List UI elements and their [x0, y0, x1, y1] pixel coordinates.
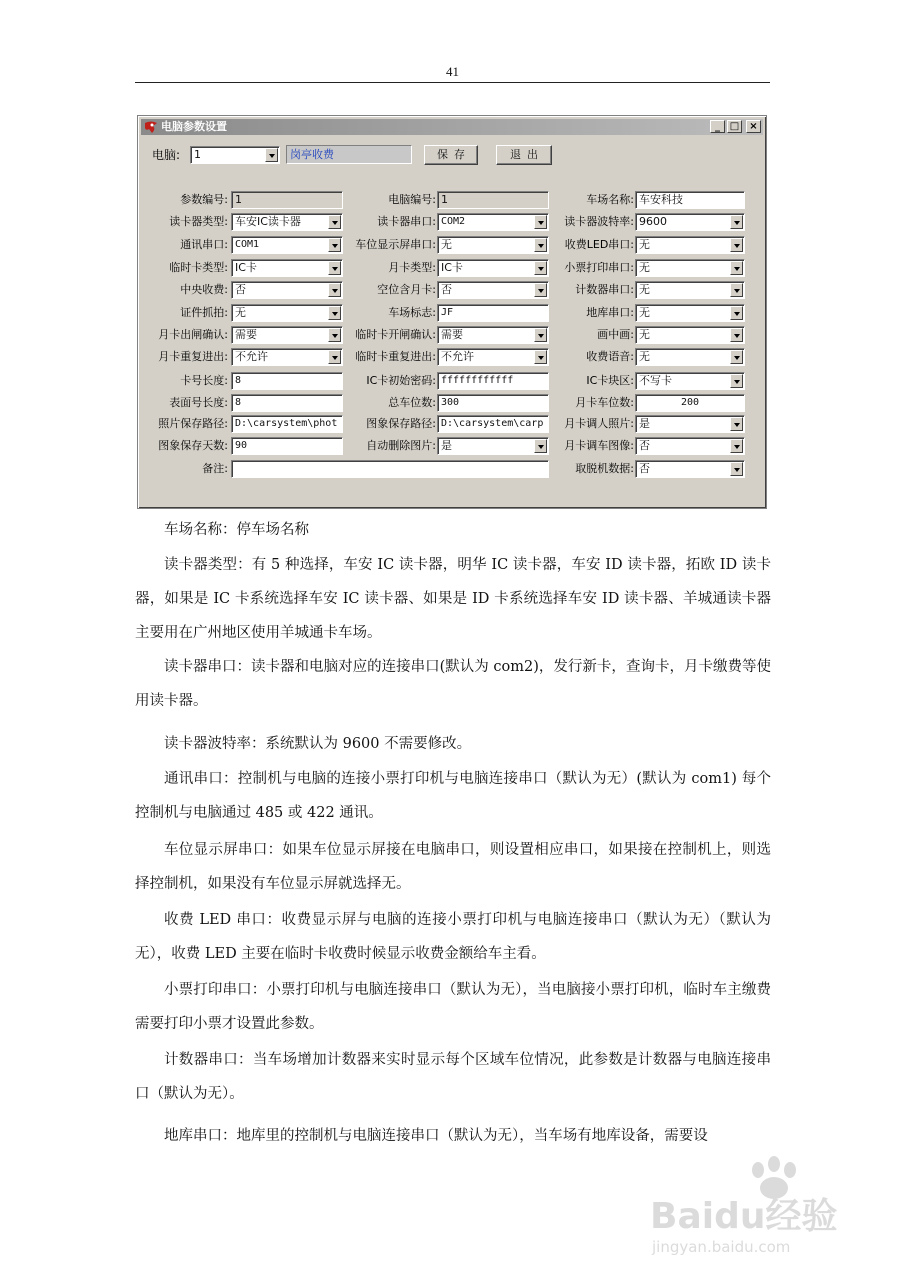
face-len-label: 表面号长度:: [169, 396, 228, 409]
temp-card-type-select[interactable]: IC卡: [231, 259, 343, 277]
ic-sector-label: IC卡块区:: [586, 374, 634, 387]
offline-data-select[interactable]: 否: [635, 460, 745, 478]
chevron-down-icon: [534, 261, 547, 275]
temp-repeat-select[interactable]: 不允许: [437, 348, 549, 366]
reader-type-label: 读卡器类型:: [169, 215, 228, 228]
reader-type-select[interactable]: 车安IC读卡器: [231, 213, 343, 231]
fee-led-port-label: 收费LED串口:: [564, 238, 634, 251]
param-no-label: 参数编号:: [180, 193, 228, 206]
space-display-port-select[interactable]: 无: [437, 236, 549, 254]
computer-no-label: 电脑编号:: [388, 193, 436, 206]
chevron-down-icon: [730, 261, 743, 275]
fee-led-port-select[interactable]: 无: [635, 236, 745, 254]
space-includes-month-select[interactable]: 否: [437, 281, 549, 299]
minimize-button[interactable]: _: [710, 120, 725, 133]
lot-name-input[interactable]: 车安科技: [635, 191, 745, 209]
month-exit-confirm-select[interactable]: 需要: [231, 326, 343, 344]
space-includes-month-label: 空位含月卡:: [377, 283, 436, 296]
auto-delete-label: 自动删除图片:: [366, 439, 436, 452]
computer-label: 电脑:: [152, 148, 181, 162]
month-car-image-label: 月卡调车图像:: [564, 439, 634, 452]
photo-path-input[interactable]: D:\carsystem\phot: [231, 415, 343, 433]
reader-baud-select[interactable]: 9600: [635, 213, 745, 231]
chevron-down-icon: [730, 350, 743, 364]
params-dialog: [137, 115, 767, 509]
chevron-down-icon: [534, 439, 547, 453]
pip-select[interactable]: 无: [635, 326, 745, 344]
garage-port-select[interactable]: 无: [635, 304, 745, 322]
month-exit-confirm-label: 月卡出闸确认:: [158, 328, 228, 341]
dialog-titlebar[interactable]: [141, 119, 763, 135]
space-display-port-label: 车位显示屏串口:: [355, 238, 436, 251]
id-capture-label: 证件抓拍:: [180, 306, 228, 319]
fee-voice-select[interactable]: 无: [635, 348, 745, 366]
chevron-down-icon: [730, 306, 743, 320]
counter-port-label: 计数器串口:: [575, 283, 634, 296]
exit-button[interactable]: 退出: [496, 145, 552, 165]
month-spaces-input[interactable]: 200: [635, 394, 745, 412]
total-spaces-input[interactable]: 300: [437, 394, 549, 412]
ticket-printer-port-select[interactable]: 无: [635, 259, 745, 277]
reader-port-label: 读卡器串口:: [377, 215, 436, 228]
reader-baud-label: 读卡器波特率:: [564, 215, 634, 228]
chevron-down-icon[interactable]: [265, 148, 278, 162]
central-fee-label: 中央收费:: [180, 283, 228, 296]
ic-init-pwd-label: IC卡初始密码:: [366, 374, 436, 387]
month-repeat-select[interactable]: 不允许: [231, 348, 343, 366]
image-path-input[interactable]: D:\carsystem\carp: [437, 415, 549, 433]
paragraph: 计数器串口：当车场增加计数器来实时显示每个区域车位情况，此参数是计数器与电脑连接串口（默认为无）。: [135, 1052, 771, 1102]
lot-name-label: 车场名称:: [586, 193, 634, 206]
comm-port-label: 通讯串口:: [180, 238, 228, 251]
chevron-down-icon: [730, 283, 743, 297]
counter-port-select[interactable]: 无: [635, 281, 745, 299]
chevron-down-icon: [730, 462, 743, 476]
chevron-down-icon: [730, 374, 743, 388]
chevron-down-icon: [534, 238, 547, 252]
computer-value: 1: [194, 148, 201, 161]
month-card-type-label: 月卡类型:: [388, 261, 436, 274]
watermark-brand: Baidu经验: [650, 1196, 838, 1237]
chevron-down-icon: [534, 215, 547, 229]
chevron-down-icon: [730, 328, 743, 342]
chevron-down-icon: [730, 215, 743, 229]
mode-display: 岗亭收费: [286, 145, 412, 164]
paragraph: 车位显示屏串口：如果车位显示屏接在电脑串口，则设置相应串口，如果接在控制机上，则选择控制机，如果没有车位显示屏就选择无。: [135, 842, 771, 892]
lot-mark-input[interactable]: JF: [437, 304, 549, 322]
temp-card-type-label: 临时卡类型:: [169, 261, 228, 274]
id-capture-select[interactable]: 无: [231, 304, 343, 322]
card-len-label: 卡号长度:: [180, 374, 228, 387]
param-no-field: 1: [231, 191, 343, 209]
paragraph: 收费 LED 串口：收费显示屏与电脑的连接小票打印机与电脑连接串口（默认为无）（默认为无），收费 LED 主要在临时卡收费时候显示收费金额给车主看。: [135, 912, 771, 962]
computer-no-field: 1: [437, 191, 549, 209]
chevron-down-icon: [328, 261, 341, 275]
image-path-label: 图象保存路径:: [366, 417, 436, 430]
card-len-input[interactable]: 8: [231, 372, 343, 390]
maximize-button[interactable]: □: [727, 120, 742, 133]
auto-delete-select[interactable]: 是: [437, 437, 549, 455]
chevron-down-icon: [730, 417, 743, 431]
pip-label: 画中画:: [597, 328, 634, 341]
offline-data-label: 取脱机数据:: [575, 462, 634, 475]
close-button[interactable]: ×: [746, 120, 761, 133]
page-number: 41: [446, 64, 459, 79]
watermark-url: jingyan.baidu.com: [652, 1238, 791, 1256]
dialog-title: 电脑参数设置: [161, 120, 227, 133]
month-repeat-label: 月卡重复进出:: [158, 350, 228, 363]
chevron-down-icon: [328, 238, 341, 252]
total-spaces-label: 总车位数:: [388, 396, 436, 409]
image-days-input[interactable]: 90: [231, 437, 343, 455]
app-logo-icon: [144, 120, 158, 134]
temp-open-confirm-label: 临时卡开闸确认:: [355, 328, 436, 341]
chevron-down-icon: [730, 238, 743, 252]
paragraph: 通讯串口：控制机与电脑的连接小票打印机与电脑连接串口（默认为无）(默认为 com1) 每个控制机与电脑通过 485 或 422 通讯。: [135, 771, 771, 821]
baidu-watermark: [650, 1150, 850, 1260]
central-fee-select[interactable]: 否: [231, 281, 343, 299]
remark-input[interactable]: [231, 460, 549, 478]
save-button[interactable]: 保存: [424, 145, 478, 165]
chevron-down-icon: [328, 306, 341, 320]
comm-port-select[interactable]: COM1: [231, 236, 343, 254]
chevron-down-icon: [730, 439, 743, 453]
image-days-label: 图象保存天数:: [158, 439, 228, 452]
face-len-input[interactable]: 8: [231, 394, 343, 412]
ic-sector-select[interactable]: 不写卡: [635, 372, 745, 390]
temp-open-confirm-select[interactable]: 需要: [437, 326, 549, 344]
month-photo-label: 月卡调人照片:: [564, 417, 634, 430]
paragraph: 读卡器类型：有 5 种选择，车安 IC 读卡器，明华 IC 读卡器，车安 ID 读卡器，拓欧 ID 读卡器，如果是 IC 卡系统选择车安 IC 读卡器、如果是 ID 卡系统选择车安 ID 读卡器、羊城通读卡器主要用在广州地区使用羊城通卡车场。: [135, 557, 771, 641]
temp-repeat-label: 临时卡重复进出:: [355, 350, 436, 363]
chevron-down-icon: [328, 328, 341, 342]
chevron-down-icon: [534, 283, 547, 297]
paragraph: 读卡器波特率：系统默认为 9600 不需要修改。: [164, 736, 472, 752]
month-photo-select[interactable]: 是: [635, 415, 745, 433]
remark-label: 备注:: [202, 462, 228, 475]
paragraph: 读卡器串口：读卡器和电脑对应的连接串口(默认为 com2)，发行新卡，查询卡，月卡缴费等使用读卡器。: [135, 659, 771, 709]
reader-port-select[interactable]: COM2: [437, 213, 549, 231]
chevron-down-icon: [328, 350, 341, 364]
month-car-image-select[interactable]: 否: [635, 437, 745, 455]
photo-path-label: 照片保存路径:: [158, 417, 228, 430]
ic-init-pwd-input[interactable]: ffffffffffff: [437, 372, 549, 390]
header-rule: [135, 82, 770, 83]
computer-select[interactable]: [190, 146, 280, 164]
fee-voice-label: 收费语音:: [586, 350, 634, 363]
chevron-down-icon: [328, 215, 341, 229]
garage-port-label: 地库串口:: [586, 306, 634, 319]
lot-mark-label: 车场标志:: [388, 306, 436, 319]
month-spaces-label: 月卡车位数:: [575, 396, 634, 409]
paragraph: 小票打印串口：小票打印机与电脑连接串口（默认为无），当电脑接小票打印机，临时车主缴费需要打印小票才设置此参数。: [135, 982, 771, 1032]
chevron-down-icon: [534, 350, 547, 364]
ticket-printer-port-label: 小票打印串口:: [564, 261, 634, 274]
chevron-down-icon: [534, 328, 547, 342]
paragraph: 地库串口：地库里的控制机与电脑连接串口（默认为无），当车场有地库设备，需要设: [164, 1128, 708, 1144]
chevron-down-icon: [328, 283, 341, 297]
paragraph: 车场名称：停车场名称: [164, 522, 309, 538]
month-card-type-select[interactable]: IC卡: [437, 259, 549, 277]
